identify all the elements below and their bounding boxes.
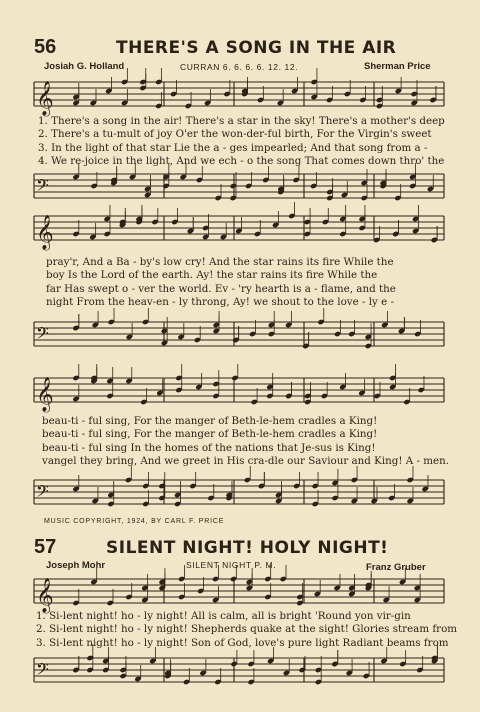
lyrics-56-system-3: [42, 415, 449, 469]
hymn-56-number: 56: [34, 36, 57, 58]
lyric-line: 1. Si-lent night! ho - ly night! All is calm, all is bright 'Round yon vir-gin: [36, 610, 411, 622]
staff-56-1-bass: [0, 168, 480, 208]
lyric-line: 3. Si-lent night! ho - ly night! Son of God, love's pure light Radiant beams from: [36, 636, 449, 649]
staff-57-1-treble: [0, 573, 480, 613]
lyric-line: beau-ti - ful sing, For the manger of Beth-le-hem cradles a King!: [42, 415, 378, 427]
lyric-line: 4. We re-joice in the light, And we ech - o the song That comes down thro' the: [38, 155, 445, 168]
lyric-line: 2. Si-lent night! ho - ly night! Shepherds quake at the sight! Glories stream from: [36, 623, 458, 636]
treble-clef-icon: 𝄞: [36, 377, 54, 412]
lyric-line: far Has swept o - ver the world. Ev - 'ry hearth is a - flame, and the: [46, 282, 396, 295]
hymn-57-number: 57: [34, 536, 57, 558]
bass-clef-icon: 𝄢: [36, 481, 49, 505]
lyric-line: 2. There's a tu-mult of joy O'er the won-der-ful birth, For the Virgin's sweet: [38, 128, 432, 141]
hymn-56-title: THERE'S A SONG IN THE AIR: [116, 38, 397, 58]
treble-clef-icon: 𝄞: [36, 215, 54, 250]
staff-56-3-bass: [0, 474, 480, 514]
bass-clef-icon: 𝄢: [36, 175, 49, 199]
lyric-line: night From the heav-en - ly throng, Ay! we shout to the love - ly e -: [46, 296, 394, 309]
staff-56-2-treble: [0, 210, 480, 250]
lyrics-57-system-1: [36, 610, 457, 650]
hymn-57-title: SILENT NIGHT! HOLY NIGHT!: [106, 538, 389, 558]
lyric-line: beau-ti - ful sing In the homes of the nations that Je-sus is King!: [42, 441, 376, 454]
hymn-57-tune: SILENT NIGHT P. M.: [186, 560, 277, 570]
hymn-57-author: Joseph Mohr: [46, 560, 106, 571]
staff-56-1-treble: [0, 76, 480, 116]
bass-clef-icon: 𝄢: [36, 659, 49, 683]
lyric-line: beau-ti - ful sing, For the manger of Beth-le-hem cradles a King!: [42, 428, 378, 441]
copyright-notice: MUSIC COPYRIGHT, 1924, BY CARL F. PRICE: [44, 518, 225, 525]
staff-56-2-bass: [0, 316, 480, 356]
treble-clef-icon: 𝄞: [36, 578, 54, 613]
hymn-57-composer: Franz Gruber: [366, 562, 426, 573]
staff-57-1-bass: [0, 652, 480, 692]
staff-56-3-treble: [0, 372, 480, 412]
bass-clef-icon: 𝄢: [36, 323, 49, 347]
lyrics-56-system-2: [46, 256, 396, 310]
lyric-line: pray'r, And a Ba - by's low cry! And the star rains its fire While the: [46, 256, 394, 268]
lyric-line: vangel they bring, And we greet in His cra-dle our Saviour and King! A - men.: [42, 455, 450, 468]
lyric-line: 3. In the light of that star Lie the a - ges impearled; And that song from a -: [38, 141, 428, 154]
hymn-56-author: Josiah G. Holland: [44, 61, 125, 72]
hymn-56-tune: CURRAN 6. 6. 6. 6. 12. 12.: [180, 62, 299, 72]
lyric-line: 1. There's a song in the air! There's a star in the sky! There's a mother's deep: [38, 115, 445, 127]
hymn-56-composer: Sherman Price: [364, 61, 431, 72]
lyric-line: boy Is the Lord of the earth. Ay! the star rains its fire While the: [46, 269, 378, 282]
lyrics-56-system-1: [38, 115, 445, 169]
treble-clef-icon: 𝄞: [36, 81, 54, 116]
